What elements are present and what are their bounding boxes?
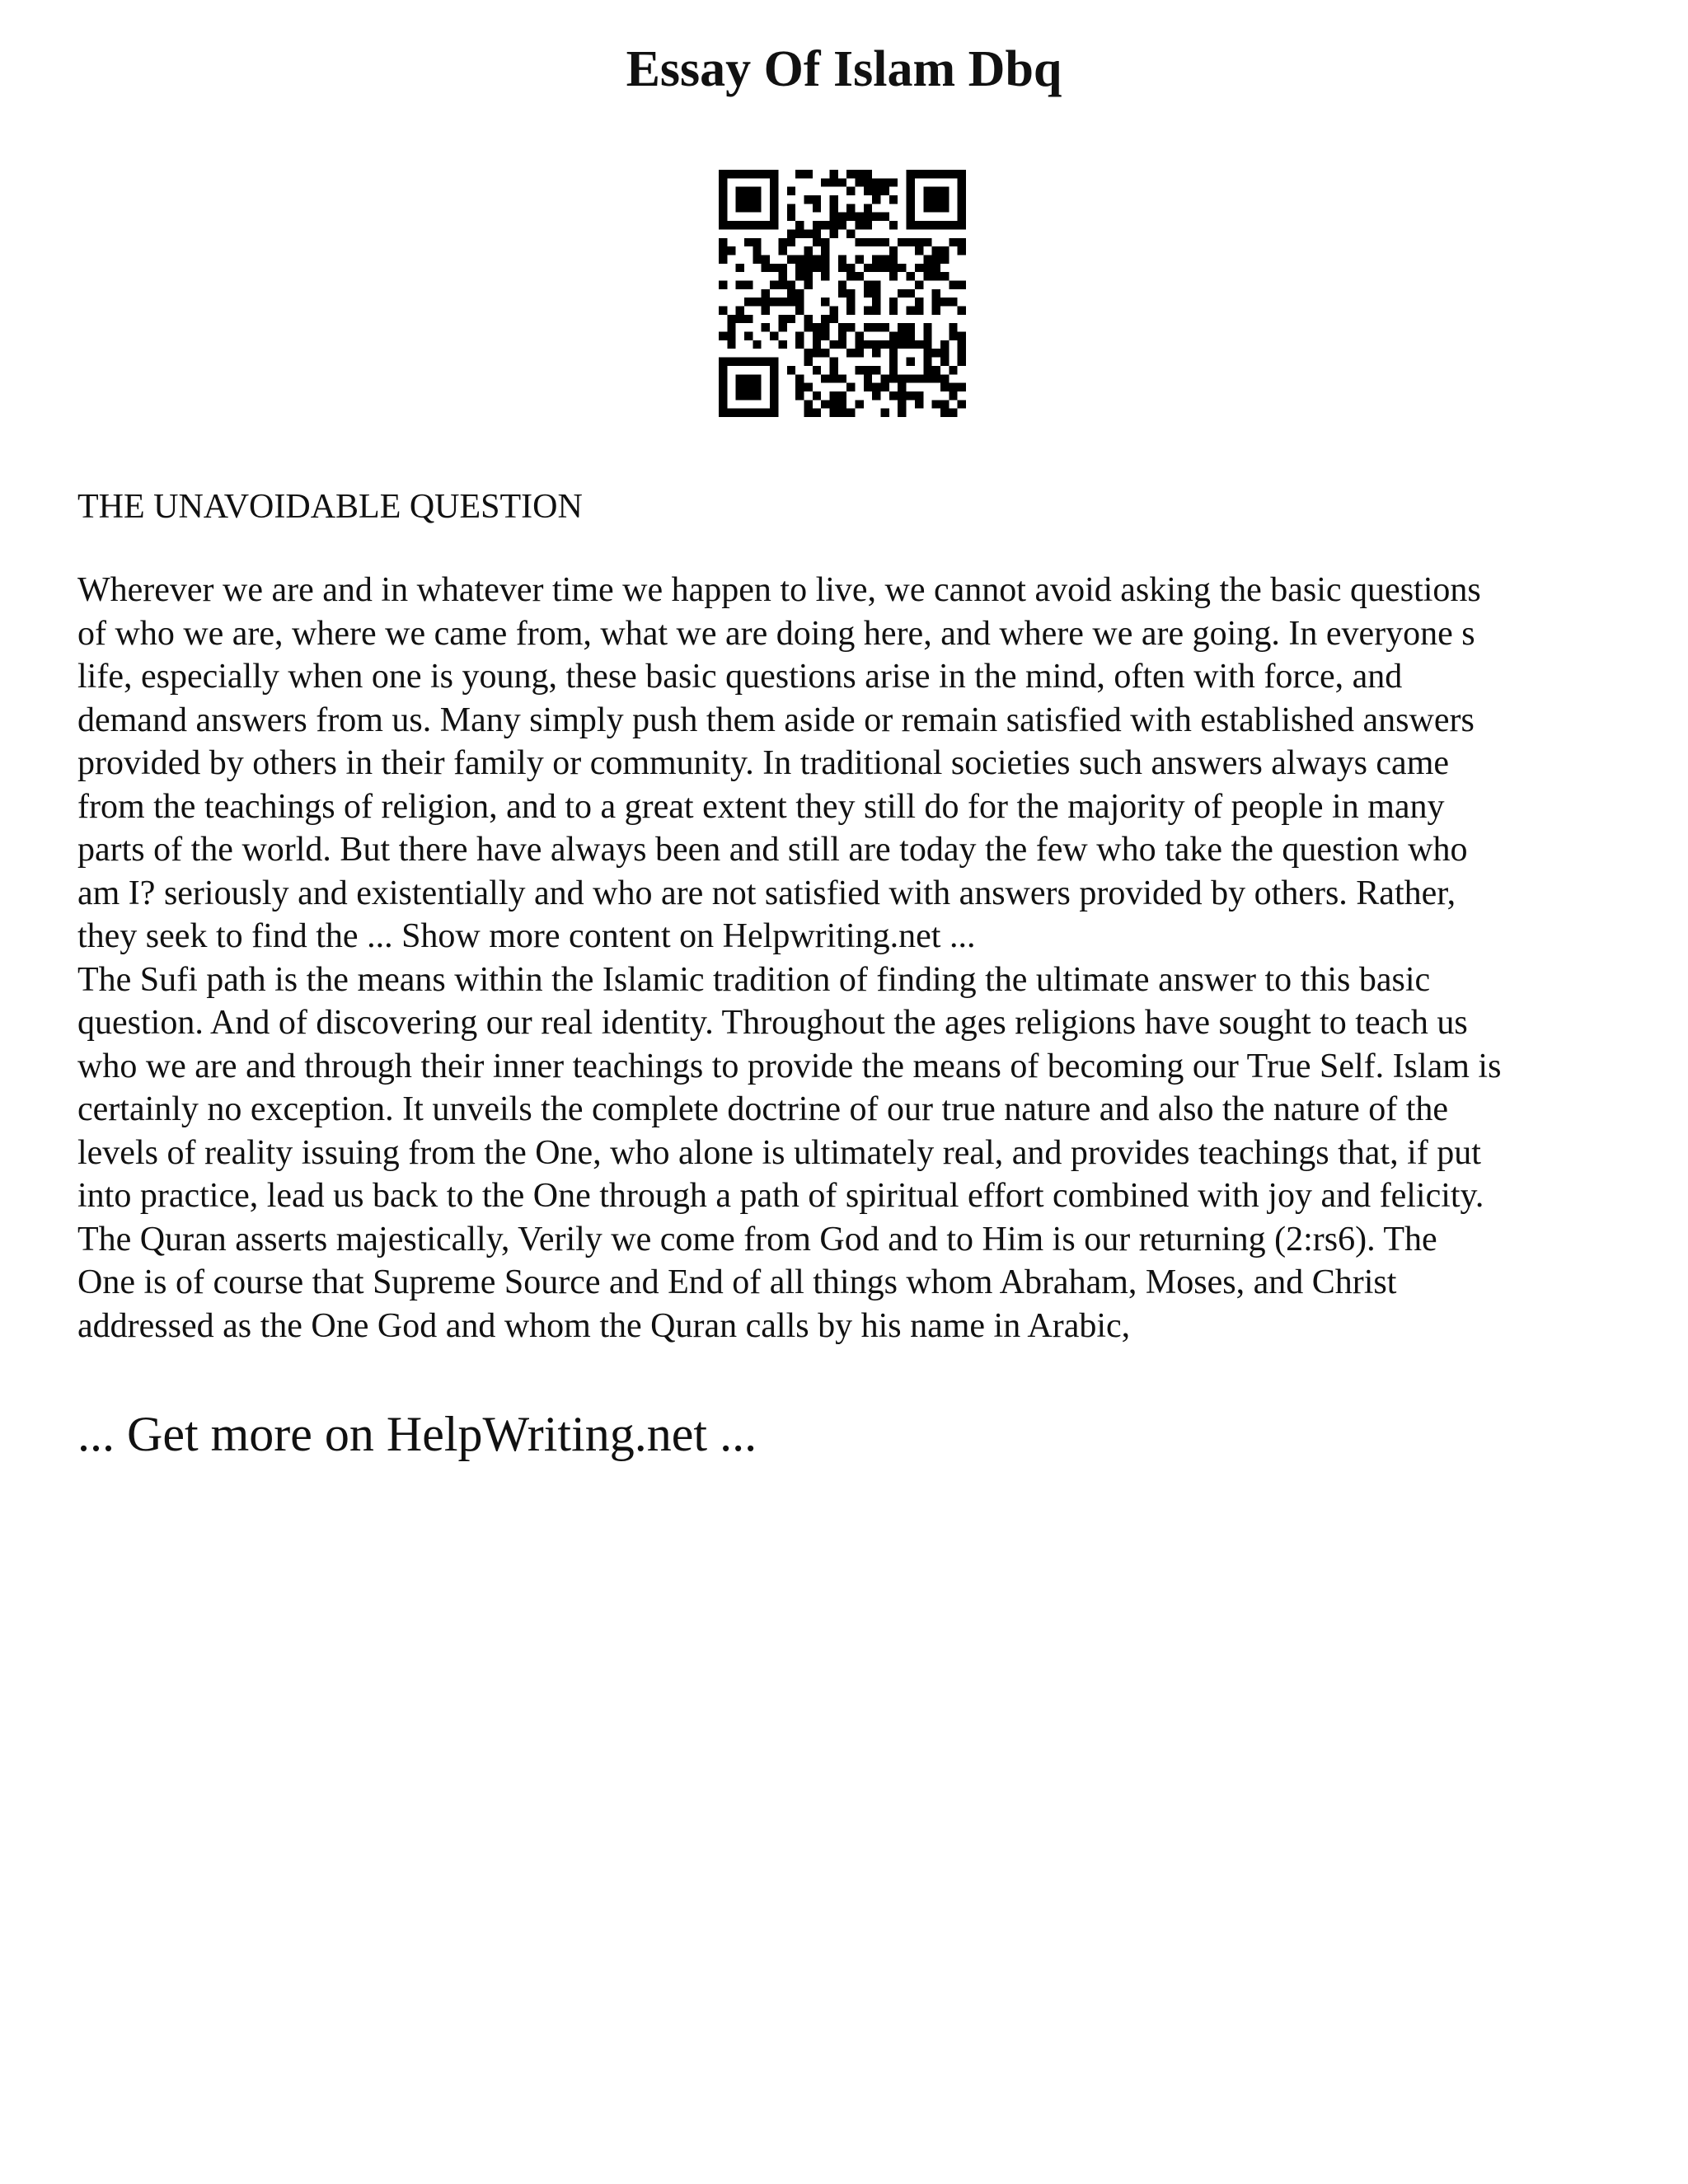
- document-title: Essay Of Islam Dbq: [626, 41, 1062, 97]
- essay-line: parts of the world. But there have always been and still are today the few who take the question who: [77, 831, 1468, 869]
- essay-line: levels of reality issuing from the One, who alone is ultimately real, and provides teachings that, if put: [77, 1133, 1481, 1172]
- essay-line: The Quran asserts majestically, Verily we come from God and to Him is our returning (2:rs6). The: [77, 1220, 1437, 1258]
- essay-line: One is of course that Supreme Source and End of all things whom Abraham, Moses, and Christ: [77, 1263, 1397, 1301]
- essay-line: addressed as the One God and whom the Quran calls by his name in Arabic,: [77, 1306, 1131, 1345]
- qr-code-icon: [719, 170, 966, 417]
- essay-line: certainly no exception. It unveils the complete doctrine of our true nature and also the nature of the: [77, 1090, 1449, 1128]
- essay-line: who we are and through their inner teachings to provide the means of becoming our True Self. Islam is: [77, 1047, 1502, 1085]
- essay-line: into practice, lead us back to the One through a path of spiritual effort combined with joy and felicity.: [77, 1177, 1484, 1215]
- essay-line: demand answers from us. Many simply push them aside or remain satisfied with established answers: [77, 701, 1475, 739]
- essay-line: of who we are, where we came from, what we are doing here, and where we are going. In everyone s: [77, 614, 1475, 653]
- essay-line: The Sufi path is the means within the Islamic tradition of finding the ultimate answer to this basic: [77, 960, 1431, 999]
- get-more-link[interactable]: ... Get more on HelpWriting.net ...: [77, 1407, 757, 1461]
- essay-line: from the teachings of religion, and to a great extent they still do for the majority of people in many: [77, 787, 1445, 826]
- essay-line: am I? seriously and existentially and who are not satisfied with answers provided by others. Rather,: [77, 874, 1456, 912]
- essay-line: Wherever we are and in whatever time we happen to live, we cannot avoid asking the basic questions: [77, 571, 1481, 609]
- essay-line: question. And of discovering our real identity. Throughout the ages religions have sought to teach us: [77, 1004, 1468, 1042]
- essay-body: [77, 569, 1643, 1347]
- show-more-link[interactable]: they seek to find the ... Show more content on Helpwriting.net ...: [77, 917, 976, 955]
- section-heading: THE UNAVOIDABLE QUESTION: [77, 488, 583, 526]
- essay-line: provided by others in their family or community. In traditional societies such answers always came: [77, 744, 1450, 782]
- essay-line: life, especially when one is young, these basic questions arise in the mind, often with force, and: [77, 658, 1403, 696]
